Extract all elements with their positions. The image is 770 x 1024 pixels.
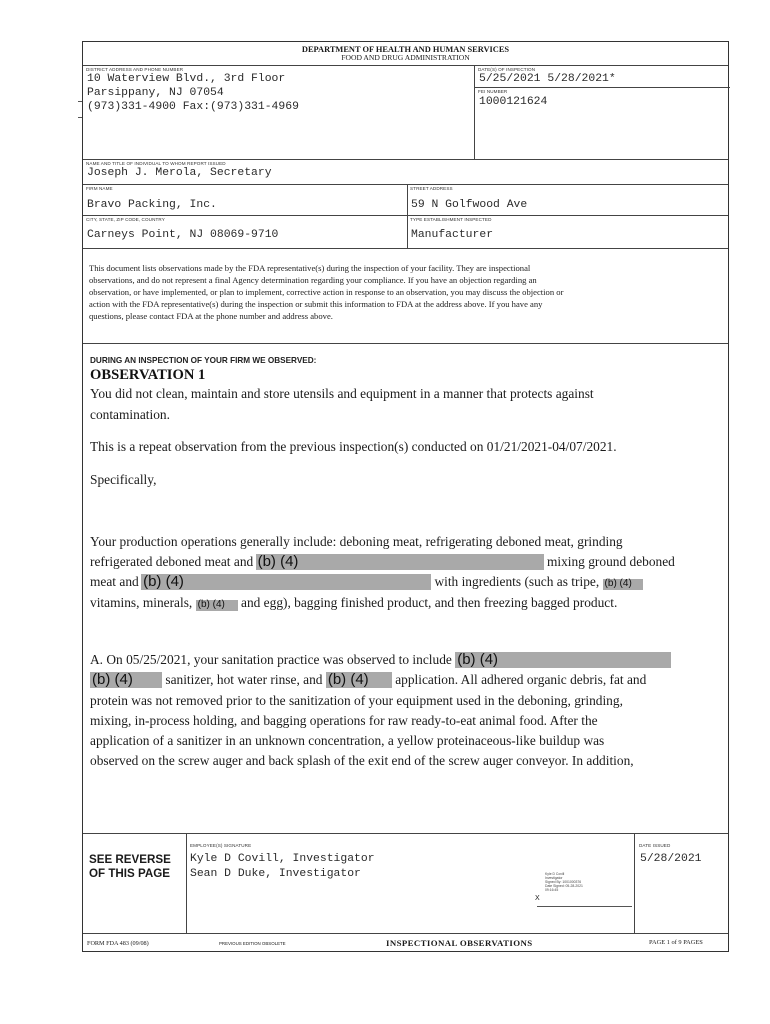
divider bbox=[474, 65, 475, 159]
form-number: FORM FDA 483 (09/08) bbox=[87, 940, 149, 947]
production-line bbox=[90, 572, 643, 593]
intro-line: questions, please contact FDA at the phone number and address above. bbox=[89, 311, 333, 321]
inspection-dates-value: 5/25/2021 5/28/2021* bbox=[479, 73, 616, 85]
see-reverse-line: SEE REVERSE bbox=[89, 853, 171, 866]
repeat-observation: This is a repeat observation from the previous inspection(s) conducted on 01/21/2021-04/07/2021. bbox=[90, 439, 617, 454]
text-fragment: and egg), bagging finished product, and then freezing bagged product. bbox=[241, 595, 618, 610]
intro-line: This document lists observations made by the FDA representative(s) during the inspection of your facility. They are inspectional bbox=[89, 263, 531, 273]
form-header bbox=[83, 45, 728, 62]
divider bbox=[474, 87, 730, 88]
recipient-label: NAME AND TITLE OF INDIVIDUAL TO WHOM REPORT ISSUED bbox=[86, 161, 226, 166]
stamp-line: Date Signed: 05-28-2021 bbox=[545, 884, 583, 888]
sanitation-line bbox=[90, 650, 671, 671]
sanitation-line: protein was not removed prior to the sanitization of your equipment used in the deboning, grinding, bbox=[90, 693, 623, 708]
page-number: PAGE 1 of 9 PAGES bbox=[649, 939, 703, 946]
fda-483-form bbox=[82, 41, 729, 952]
sanitation-line: application of a sanitizer in an unknown concentration, a yellow proteinaceous-like buildup was bbox=[90, 733, 605, 748]
edition-note: PREVIOUS EDITION OBSOLETE bbox=[219, 941, 286, 946]
divider bbox=[83, 343, 728, 344]
redaction-b4: (b) (4) bbox=[141, 574, 431, 590]
stamp-line: Signed By: 1001000376 bbox=[545, 880, 582, 884]
divider bbox=[83, 833, 728, 834]
inspector-name: Sean D Duke, Investigator bbox=[190, 868, 361, 880]
text-fragment: sanitizer, hot water rinse, and bbox=[165, 672, 323, 687]
redaction-b4: (b) (4) bbox=[90, 672, 162, 688]
intro-line: observations, and do not represent a final Agency determination regarding your compliance. If you have an objection regarding an bbox=[89, 275, 537, 285]
text-fragment: vitamins, minerals, bbox=[90, 595, 193, 610]
intro-line: action with the FDA representative(s) during the inspection or submit this information to FDA at the address above. If you have any bbox=[89, 299, 543, 309]
sanitation-line: observed on the screw auger and back splash of the exit end of the screw auger conveyor. In addition, bbox=[90, 753, 634, 768]
signature-line bbox=[537, 906, 632, 907]
intro-paragraph bbox=[89, 262, 729, 322]
divider bbox=[634, 833, 635, 933]
fei-label: FEI NUMBER bbox=[478, 89, 508, 94]
text-fragment: refrigerated deboned meat and bbox=[90, 554, 254, 569]
establishment-value: Manufacturer bbox=[411, 229, 494, 241]
stamp-line: Investigator bbox=[545, 876, 563, 880]
statement-line: You did not clean, maintain and store utensils and equipment in a manner that protects against bbox=[90, 386, 594, 401]
specifically-text: Specifically, bbox=[90, 472, 157, 487]
statement-line: contamination. bbox=[90, 406, 170, 422]
text-fragment: with ingredients (such as tripe, bbox=[434, 574, 600, 589]
sanitation-line: mixing, in-process holding, and bagging operations for raw ready-to-eat animal food. After the bbox=[90, 713, 598, 728]
city-value: Carneys Point, NJ 08069-9710 bbox=[87, 229, 279, 241]
agency-title: FOOD AND DRUG ADMINISTRATION bbox=[341, 53, 470, 62]
divider bbox=[186, 833, 187, 933]
observation-title: OBSERVATION 1 bbox=[90, 367, 206, 383]
signature-x-mark: X bbox=[535, 895, 540, 902]
margin-tick bbox=[78, 101, 82, 102]
city-label: CITY, STATE, ZIP CODE, COUNTRY bbox=[86, 217, 165, 222]
production-line bbox=[90, 593, 617, 614]
sanitation-line bbox=[90, 670, 646, 691]
district-phone: (973)331-4900 Fax:(973)331-4969 bbox=[87, 101, 299, 113]
text-fragment: application. All adhered organic debris, fat and bbox=[395, 672, 647, 687]
redaction-b4: (b) (4) bbox=[196, 600, 238, 611]
stamp-line: Kyle D Covill bbox=[545, 872, 565, 876]
see-reverse-line: OF THIS PAGE bbox=[89, 867, 170, 880]
production-line: Your production operations generally include: deboning meat, refrigerating deboned meat, grinding bbox=[90, 534, 623, 549]
date-issued-label: DATE ISSUED bbox=[639, 843, 671, 848]
see-reverse-note bbox=[89, 853, 171, 881]
divider bbox=[83, 159, 728, 160]
firm-label: FIRM NAME bbox=[86, 186, 113, 191]
divider bbox=[83, 215, 728, 216]
street-address: 59 N Golfwood Ave bbox=[411, 199, 528, 211]
department-title: DEPARTMENT OF HEALTH AND HUMAN SERVICES bbox=[301, 45, 510, 54]
divider bbox=[83, 933, 728, 934]
fei-value: 1000121624 bbox=[479, 96, 548, 108]
establishment-label: TYPE ESTABLISHMENT INSPECTED bbox=[410, 217, 492, 222]
inspection-dates-label: DATE(S) OF INSPECTION bbox=[478, 67, 536, 72]
intro-line: observation, or have implemented, or plan to implement, corrective action in response to an observation, you may discuss the objection or bbox=[89, 287, 564, 297]
margin-tick bbox=[78, 117, 82, 118]
observation-statement bbox=[90, 384, 594, 425]
employee-signature-label: EMPLOYEE(S) SIGNATURE bbox=[190, 843, 252, 848]
form-title: INSPECTIONAL OBSERVATIONS bbox=[386, 938, 533, 948]
district-label: DISTRICT ADDRESS AND PHONE NUMBER bbox=[86, 67, 184, 72]
production-line bbox=[90, 552, 675, 573]
stamp-line: 09:16:45 bbox=[545, 888, 559, 892]
text-fragment: meat and bbox=[90, 574, 139, 589]
redaction-b4: (b) (4) bbox=[603, 579, 643, 590]
divider bbox=[83, 184, 728, 185]
date-issued-value: 5/28/2021 bbox=[640, 853, 702, 865]
divider bbox=[407, 184, 408, 248]
redaction-b4: (b) (4) bbox=[455, 652, 671, 668]
district-address-line2: Parsippany, NJ 07054 bbox=[87, 87, 224, 99]
redaction-b4: (b) (4) bbox=[256, 554, 544, 570]
firm-name: Bravo Packing, Inc. bbox=[87, 199, 217, 211]
electronic-signature-stamp bbox=[545, 872, 583, 892]
inspector-name: Kyle D Covill, Investigator bbox=[190, 853, 375, 865]
recipient-value: Joseph J. Merola, Secretary bbox=[87, 167, 272, 179]
divider bbox=[83, 65, 728, 66]
text-fragment: A. On 05/25/2021, your sanitation practice was observed to include bbox=[90, 652, 452, 667]
divider bbox=[83, 248, 728, 249]
street-label: STREET ADDRESS bbox=[410, 186, 453, 191]
observations-heading: DURING AN INSPECTION OF YOUR FIRM WE OBSERVED: bbox=[90, 356, 317, 365]
district-address-line1: 10 Waterview Blvd., 3rd Floor bbox=[87, 73, 286, 85]
text-fragment: mixing ground deboned bbox=[546, 554, 675, 569]
redaction-b4: (b) (4) bbox=[326, 672, 392, 688]
